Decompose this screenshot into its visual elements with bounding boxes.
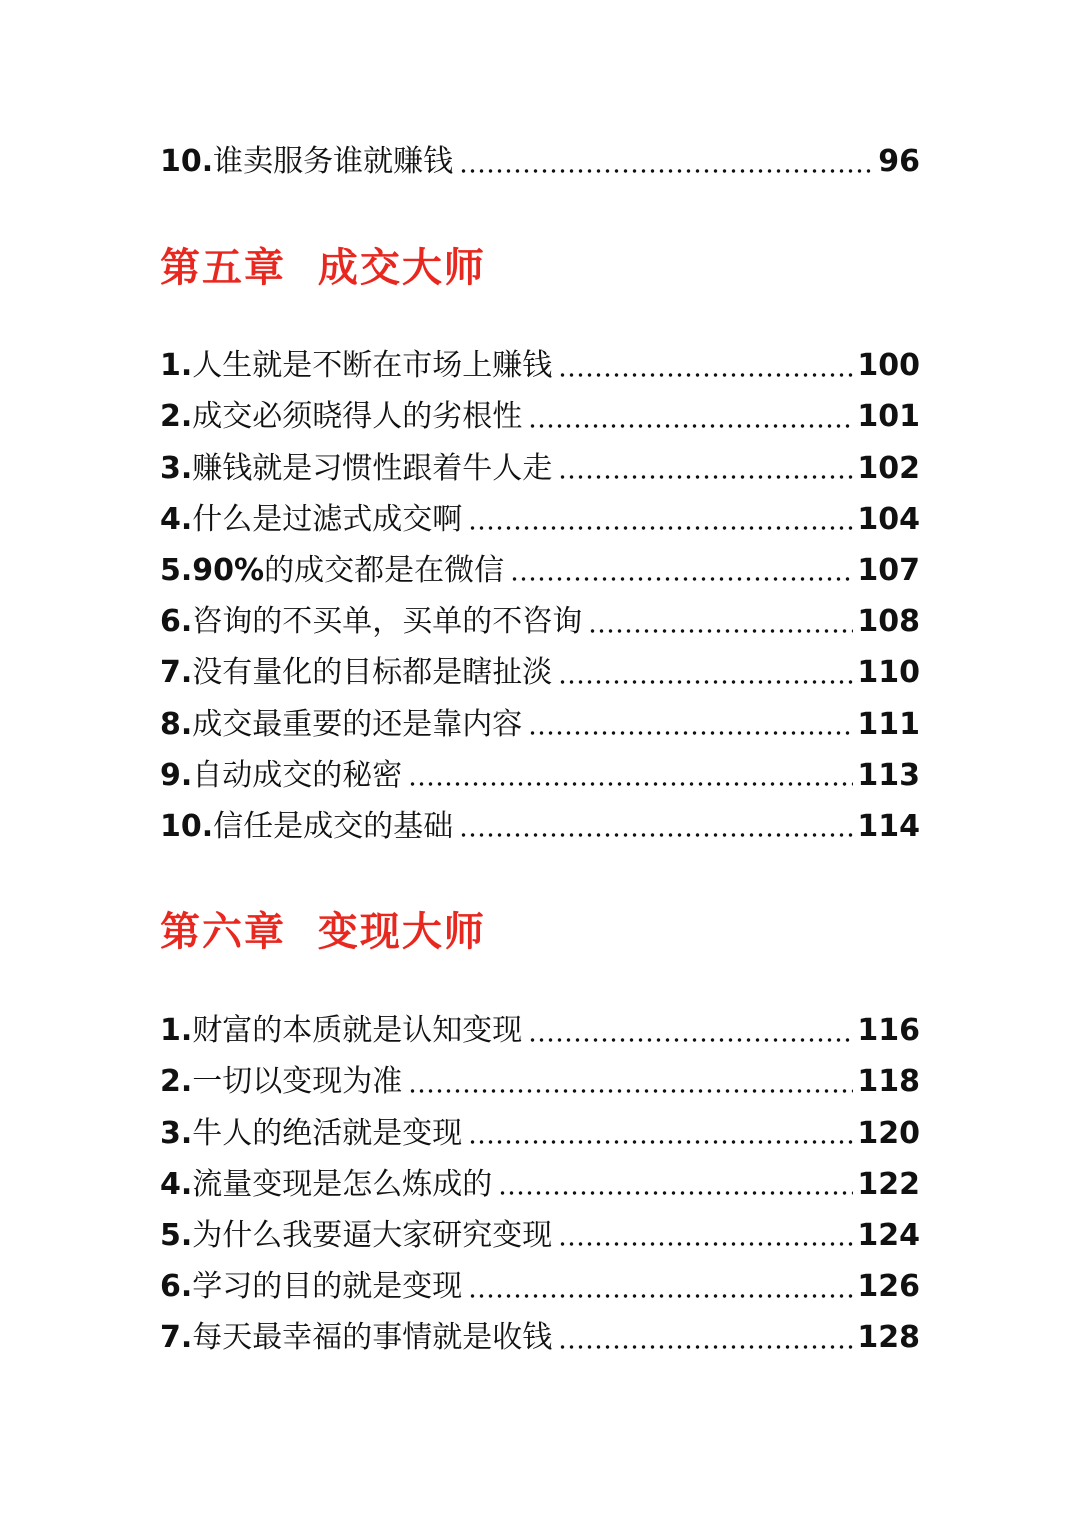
entry-title: 一切以变现为准 [192,1064,403,1100]
entry-title: 咨询的不买单，买单的不咨询 [192,604,583,640]
toc-entry[interactable] [160,647,920,698]
entry-title: 没有量化的目标都是瞎扯淡 [192,655,553,691]
dot-leader [468,1136,853,1148]
toc-entry[interactable] [160,340,920,391]
toc-entry[interactable] [160,1261,920,1312]
toc-entry[interactable] [160,698,920,749]
dot-leader [510,573,853,585]
entry-title: 的成交都是在微信 [264,552,505,588]
dot-leader [528,727,853,739]
dot-leader [408,1085,853,1097]
entry-page-number: 102 [857,450,920,486]
dot-leader [459,165,874,177]
entry-number: 5.90% [160,552,265,588]
entry-page-number: 96 [878,144,920,180]
dot-leader [558,1238,853,1250]
toc-entry[interactable] [160,1056,920,1107]
entry-number: 7. [160,655,193,691]
entry-title: 牛人的绝活就是变现 [192,1115,463,1151]
entry-page-number: 120 [857,1115,920,1151]
entry-title: 信任是成交的基础 [213,808,454,844]
entry-number: 3. [160,1115,193,1151]
entry-number: 4. [160,501,193,537]
entry-page-number: 126 [857,1269,920,1305]
entry-page-number: 100 [857,348,920,384]
toc-entry[interactable] [160,596,920,647]
entry-number: 1. [160,348,193,384]
chapter-6-entries [160,1005,920,1363]
toc-entry[interactable] [160,750,920,801]
toc-entry[interactable] [160,136,920,187]
entry-number: 5. [160,1217,193,1253]
toc-entry[interactable] [160,1107,920,1158]
entry-number: 7. [160,1320,193,1356]
toc-entry[interactable] [160,1312,920,1363]
entry-number: 8. [160,706,193,742]
entry-number: 6. [160,1269,193,1305]
dot-leader [498,1187,853,1199]
entry-page-number: 108 [857,604,920,640]
entry-title: 为什么我要逼大家研究变现 [192,1217,553,1253]
entry-number: 4. [160,1166,193,1202]
dot-leader [468,522,853,534]
entry-title: 成交最重要的还是靠内容 [192,706,523,742]
entry-number: 2. [160,399,193,435]
entry-page-number: 101 [857,399,920,435]
dot-leader [528,420,853,432]
entry-number: 10. [160,808,214,844]
entry-number: 9. [160,757,193,793]
dot-leader [408,778,853,790]
dot-leader [459,829,853,841]
entry-title: 财富的本质就是认知变现 [192,1013,523,1049]
entry-title: 成交必须晓得人的劣根性 [192,399,523,435]
entry-title: 每天最幸福的事情就是收钱 [192,1320,553,1356]
chapter-heading-5: 第五章 成交大师 [160,245,486,291]
entry-number: 2. [160,1064,193,1100]
entry-page-number: 114 [857,808,920,844]
dot-leader [558,369,853,381]
toc-entry[interactable] [160,1210,920,1261]
entry-page-number: 104 [857,501,920,537]
entry-page-number: 110 [857,655,920,691]
entry-number: 6. [160,604,193,640]
dot-leader [468,1290,853,1302]
toc-entry[interactable] [160,1159,920,1210]
dot-leader [558,1341,853,1353]
entry-page-number: 107 [857,552,920,588]
entry-page-number: 111 [857,706,920,742]
entry-title: 学习的目的就是变现 [192,1269,463,1305]
dot-leader [558,471,853,483]
chapter-heading-6: 第六章 变现大师 [160,909,486,955]
chapter-5-entries [160,340,920,852]
entry-page-number: 116 [857,1013,920,1049]
entry-number: 1. [160,1013,193,1049]
entry-page-number: 113 [857,757,920,793]
entry-page-number: 118 [857,1064,920,1100]
entry-title: 什么是过滤式成交啊 [192,501,463,537]
dot-leader [558,676,853,688]
toc-entry[interactable] [160,801,920,852]
entry-page-number: 128 [857,1320,920,1356]
entry-title: 流量变现是怎么炼成的 [192,1166,493,1202]
dot-leader [528,1034,853,1046]
toc-entry[interactable] [160,1005,920,1056]
entry-title: 谁卖服务谁就赚钱 [213,144,454,180]
entry-title: 自动成交的秘密 [192,757,403,793]
toc-entry[interactable] [160,442,920,493]
entry-title: 人生就是不断在市场上赚钱 [192,348,553,384]
dot-leader [588,625,853,637]
entry-title: 赚钱就是习惯性跟着牛人走 [192,450,553,486]
toc-entry[interactable] [160,391,920,442]
entry-number: 3. [160,450,193,486]
entry-page-number: 124 [857,1217,920,1253]
entry-number: 10. [160,144,214,180]
entry-page-number: 122 [857,1166,920,1202]
toc-entry[interactable] [160,545,920,596]
toc-entry[interactable] [160,494,920,545]
